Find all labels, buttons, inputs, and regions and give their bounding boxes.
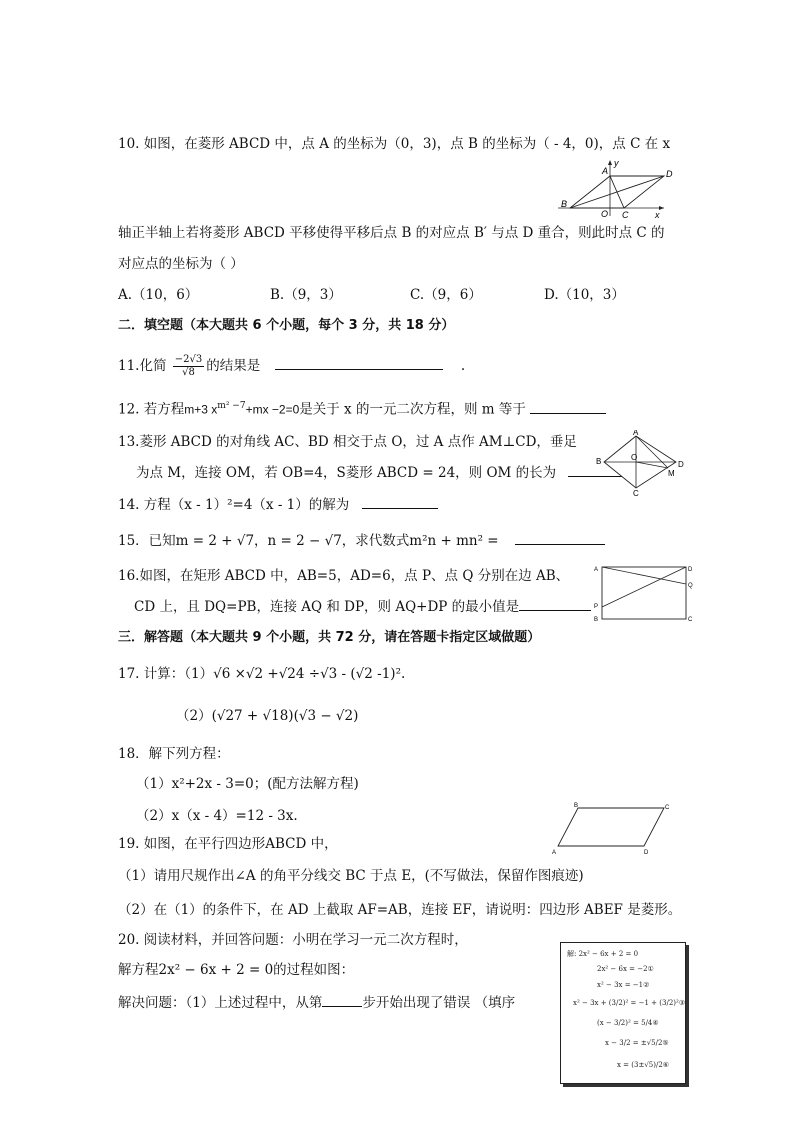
q20-line3 [118,992,515,1013]
q19-label-c: C [665,805,670,811]
q20-box-line-0: 解: 2x² − 6x + 2 = 0 [567,950,639,958]
q10-label-x: x [655,210,660,220]
q16-line1: 16.如图，在矩形 ABCD 中，AB=5，AD=6，点 P、点 Q 分别在边 AB、 [118,568,570,584]
q13-label-c: C [633,489,639,498]
q20-box-line-3: x² − 3x + (3/2)² = −1 + (3/2)²③ [573,999,686,1007]
q10-line2: 轴正半轴上若将菱形 ABCD 平移使得平移后点 B 的对应点 B′ 与点 D 重合，则此时点 C 的 [118,225,665,241]
q16-line2-wrap [134,596,591,617]
q17-line1: 17. 计算：（1）√6 ×√2 +√24 ÷√3 - (√2 -1)². [118,666,406,682]
q10-label-a: A [602,166,609,176]
q11-pre: 11.化简 [118,358,167,374]
q16-label-p: P [594,604,599,610]
q10-label-d: D [666,169,673,179]
q12-eq2: +mx −2=0 [245,402,300,417]
q20-line3b: 步开始出现了错误 （填序 [362,995,516,1011]
q10-line3: 对应点的坐标为（ ） [118,256,244,272]
q13-label-m: M [668,469,675,478]
q15 [118,530,605,551]
q10-line1: 10. 如图，在菱形 ABCD 中，点 A 的坐标为（0，3)，点 B 的坐标为（ - 4，0)，点 C 在 x [118,136,671,152]
q14-answer-blank[interactable] [362,494,438,509]
q19-part2: （2）在（1）的条件下，在 AD 上截取 AF=AB，连接 EF，请说明：四边形 ABEF 是菱形。 [118,902,682,918]
q12 [118,396,606,420]
q19-label-b: B [574,803,579,809]
q19-part1: （1）请用尺规作出∠A 的角平分线交 BC 于点 E，(不写做法，保留作图痕迹) [118,868,584,884]
q13-label-b: B [596,457,602,466]
q19-figure [548,800,674,860]
q10-option-a: A.（10，6） [118,287,199,303]
q20-box-line-6: x = (3±√5)/2⑥ [617,1061,670,1069]
q13-label-a: A [633,430,639,437]
q10-option-c: C.（9，6） [410,287,482,303]
q20-box-line-1: 2x² − 6x = −2① [597,965,654,973]
q15-text: 15．已知m = 2 + √7，n = 2 − √7，求代数式m²n + mn² = [118,533,499,549]
q19-title: 19. 如图，在平行四边形ABCD 中， [118,836,338,852]
q10-label-c: C [622,210,629,220]
q16-label-c: C [688,617,693,623]
q13-label-d: D [678,460,684,469]
q10-label-y: y [614,158,619,168]
q20-line2: 解方程2x² − 6x + 2 = 0的过程如图： [118,962,355,978]
q12-exp: m² −7 [217,401,246,411]
q13-label-o: O [631,453,638,462]
q10-label-o: O [601,209,609,219]
q10-label-b: B [561,199,568,209]
q11-end: . [460,358,466,374]
q11-denominator: √8 [182,367,195,378]
section-3-heading: 三．解答题（本大题共 9 个小题，共 72 分，请在答题卡指定区域做题） [118,630,541,645]
q16-answer-blank[interactable] [519,596,591,611]
q15-answer-blank[interactable] [515,530,605,545]
q16-label-b: B [594,617,599,623]
q16-label-q: Q [688,583,693,589]
q13-line1: 13.菱形 ABCD 的对角线 AC、BD 相交于点 O，过 A 点作 AM⊥CD，垂足 [118,434,577,450]
q20-box-line-5: x − 3/2 = ±√5/2⑤ [605,1039,669,1047]
q11-numerator: −2√3 [174,354,203,365]
q10-option-d: D.（10，3） [544,287,625,303]
q14-text: 14. 方程（x - 1）²=4（x - 1）的解为 [118,497,350,513]
q10-option-b: B.（9，3） [270,287,342,303]
q18-part1: （1）x²+2x - 3=0；(配方法解方程) [136,776,359,792]
q20-solution-image [560,942,686,1084]
q16-line2: CD 上，且 DQ=PB，连接 AQ 和 DP，则 AQ+DP 的最小值是 [134,599,520,615]
q12-eq: m+3 x [184,402,218,417]
q13-line2-wrap [136,462,622,483]
q19-label-d: D [644,850,649,856]
q12-pre: 12. 若方程 [118,401,185,418]
q12-post: 是关于 x 的一元二次方程，则 m 等于 [299,401,526,418]
q10-figure [558,158,678,224]
q16-label-d: D [688,567,693,573]
q16-figure [592,562,702,628]
q19-label-a: A [552,850,557,856]
q13-line2: 为点 M，连接 OM，若 OB=4，S菱形 ABCD = 24，则 OM 的长为 [136,465,557,481]
q18-part2: （2）x（x - 4）=12 - 3x. [136,808,298,824]
q11 [118,352,465,380]
q11-post: 的结果是 [206,358,261,374]
q20-box-line-4: (x − 3/2)² = 5/4④ [597,1019,659,1027]
q14 [118,494,438,515]
q20-box-line-2: x² − 3x = −1② [597,981,650,989]
q17-line2: （2）(√27 + √18)(√3 − √2) [176,708,359,724]
q20-answer-blank[interactable] [322,992,362,1007]
q11-answer-blank[interactable] [275,355,443,370]
q13-figure [594,430,694,502]
q20-title: 20. 阅读材料，并回答问题：小明在学习一元二次方程时， [118,932,468,948]
q11-fraction [173,354,204,379]
section-2-heading: 二．填空题（本大题共 6 个小题，每个 3 分，共 18 分） [118,318,455,333]
q20-line3a: 解决问题：（1）上述过程中，从第 [118,995,323,1011]
q18-title: 18．解下列方程： [118,746,230,762]
q16-label-a: A [594,567,599,573]
q12-answer-blank[interactable] [530,399,606,414]
